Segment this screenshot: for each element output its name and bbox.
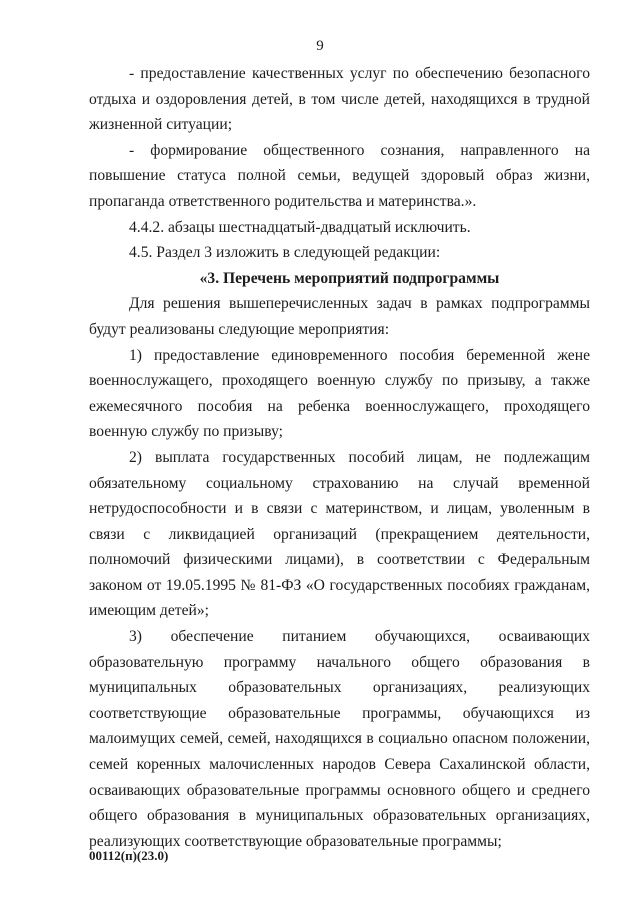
list-item-3: 3) обеспечение питанием обучающихся, осваивающих образовательную программу начального общего образования в муниципальных образовательных организациях, реализующих соответствующие образовательные программы, обучающихся из малоимущих семей, семей, находящихся в социально опасном положении, семей коренных малочисленных народов Севера Сахалинской области, осваивающих образовательные программы основного общего и среднего общего образования в муниципальных образовательных организациях, реализующих соответствующие образовательные программы; — [89, 628, 590, 850]
paragraph-amendment-4-5: 4.5. Раздел 3 изложить в следующей редакции: — [129, 244, 441, 262]
document-body — [89, 61, 590, 854]
paragraph-public-awareness: - формирование общественного сознания, направленного на повышение статуса полной семьи, ведущей здоровый образ жизни, пропаганда ответственного родительства и материнства.». — [89, 141, 590, 210]
section-heading: «3. Перечень мероприятий подпрограммы — [199, 269, 500, 287]
section-intro: Для решения вышеперечисленных задач в рамках подпрограммы будут реализованы следующие мероприятия: — [89, 295, 590, 338]
page-number: 9 — [316, 38, 324, 54]
paragraph-safe-recreation: - предоставление качественных услуг по обеспечению безопасного отдыха и оздоровления детей, в том числе детей, находящихся в трудной жизненной ситуации; — [89, 65, 590, 134]
list-item-2: 2) выплата государственных пособий лицам, не подлежащим обязательному социальному страхованию на случай временной нетрудоспособности и в связи с материнством, и лицам, уволенным в связи с ликвидацией организаций (прекращением деятельности, полномочий физическими лицами), в соответствии с Федеральным законом от 19.05.1995 № 81-ФЗ «О государственных пособиях гражданам, имеющим детей»; — [89, 448, 590, 620]
document-code: 00112(п)(23.0) — [89, 848, 169, 863]
list-item-1: 1) предоставление единовременного пособия беременной жене военнослужащего, проходящего военную службу по призыву, а также ежемесячного пособия на ребенка военнослужащего, проходящего военную службу по призыву; — [89, 346, 590, 441]
paragraph-amendment-4-4-2: 4.4.2. абзацы шестнадцатый-двадцатый исключить. — [129, 218, 471, 236]
